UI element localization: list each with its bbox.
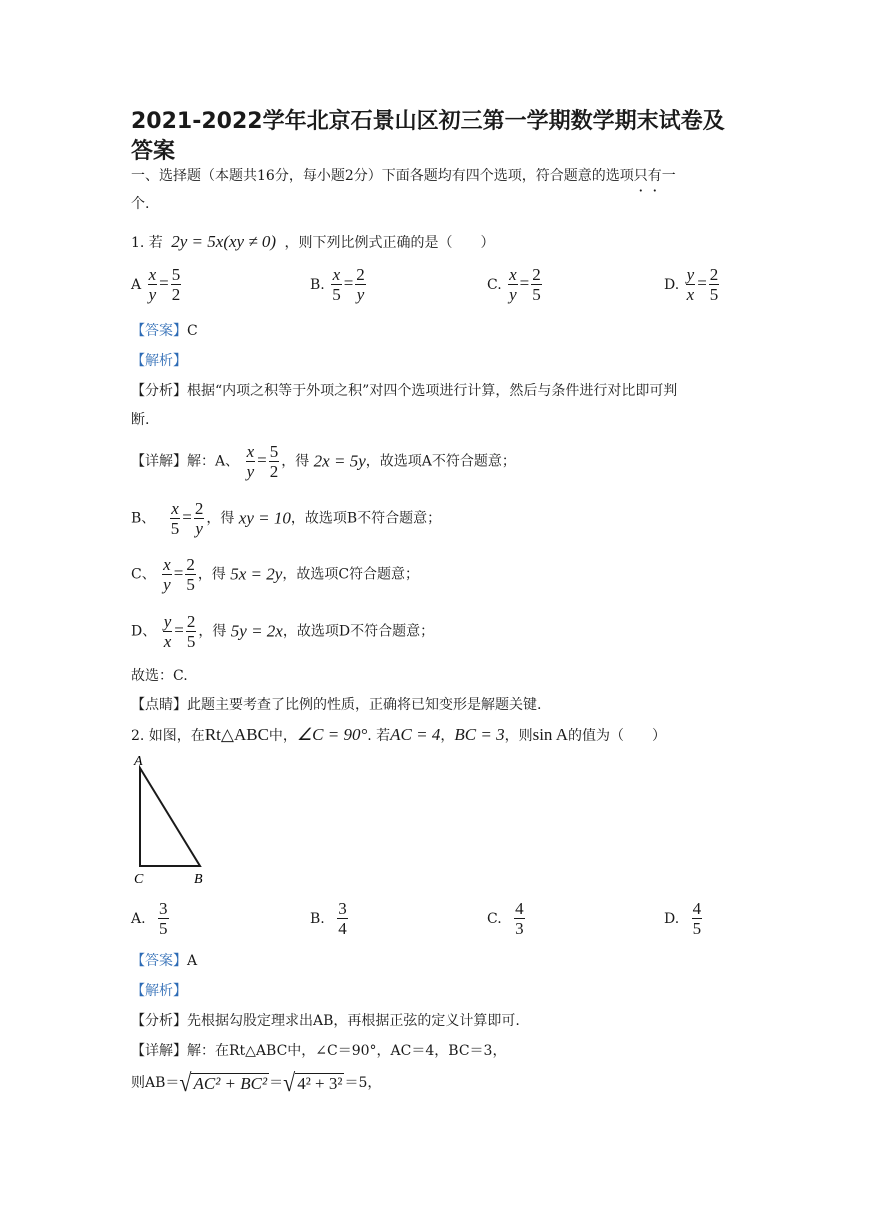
q1-choose: 故选：C.: [131, 668, 188, 684]
q2-option-c: C. $\frac{4}{3}$: [487, 899, 524, 938]
q1-option-a: A $\frac{x}{y}$ = $\frac{5}{2}$: [131, 265, 181, 304]
vertex-label-c: C: [134, 872, 144, 887]
q1-analysis-tag: 【解析】: [131, 353, 187, 369]
q2-detail-line1: 【详解】解：在Rt△ABC中，∠C＝90°，AC＝4，BC＝3，: [131, 1043, 507, 1059]
section-heading-line2: 个.: [131, 196, 150, 212]
section-heading-line1: 一、选择题（本题共16分，每小题2分）下面各题均有四个选项，符合题意的选项只有一: [131, 168, 676, 184]
q2-answer: 【答案】A: [131, 953, 198, 969]
q1-fenxi-line1: 【分析】根据“内项之积等于外项之积”对四个选项进行计算，然后与条件进行对比即可判: [131, 383, 678, 399]
q1-detail-b: B、 $\frac{x}{5}$ = $\frac{2}{y}$ ，得 xy = 10，故选项B不符合题意；: [131, 499, 442, 538]
q1-detail-d: D、 $\frac{y}{x}$ = $\frac{2}{5}$ ，得 5y = 2x，故选项D不符合题意；: [131, 612, 435, 651]
q2-option-b: B. $\frac{3}{4}$: [310, 899, 347, 938]
q2-fenxi: 【分析】先根据勾股定理求出AB，再根据正弦的定义计算即可.: [131, 1013, 520, 1029]
q1-option-b: B. $\frac{x}{5}$ = $\frac{2}{y}$: [310, 265, 365, 304]
q1-detail-a: 【详解】解：A、 $\frac{x}{y}$ = $\frac{5}{2}$ ，得 2x = 5y，故选项A不符合题意；: [131, 442, 516, 481]
q2-detail-line2: 则AB＝√ AC² + BC² ＝√ 4² + 3² ＝5，: [131, 1068, 382, 1097]
vertex-label-b: B: [194, 872, 203, 887]
q1-option-c: C. $\frac{x}{y}$ = $\frac{2}{5}$: [487, 265, 541, 304]
q1-fenxi-line2: 断.: [131, 412, 150, 428]
q1-detail-c: C、 $\frac{x}{y}$ = $\frac{2}{5}$ ，得 5x = 2y，故选项C符合题意；: [131, 555, 420, 594]
q2-analysis-tag: 【解析】: [131, 983, 187, 999]
q1-comment: 【点睛】此题主要考查了比例的性质，正确将已知变形是解题关键.: [131, 697, 542, 713]
doc-title-line2: 答案: [131, 139, 176, 164]
q1-answer: 【答案】C: [131, 323, 198, 339]
q2-option-d: D. $\frac{4}{5}$: [664, 899, 702, 938]
triangle-figure: [128, 752, 218, 888]
sqrt-ac-bc: AC² + BC²: [193, 1073, 268, 1093]
q1-condition: 2y = 5x(xy ≠ 0): [171, 232, 277, 251]
question-1-stem: 1. 若 2y = 5x(xy ≠ 0) ，则下列比例式正确的是（ ）: [131, 232, 495, 251]
q2-option-a: A. $\frac{3}{5}$: [131, 899, 168, 938]
question-2-stem: 2. 如图，在Rt△ABC中，∠C = 90°. 若AC = 4，BC = 3，则sin A的值为（ ）: [131, 725, 667, 744]
q1-option-d: D. $\frac{y}{x}$ = $\frac{2}{5}$: [664, 265, 719, 304]
sqrt-4-3: 4² + 3²: [297, 1073, 343, 1093]
vertex-label-a: A: [134, 754, 143, 769]
triangle-abc: [140, 768, 200, 866]
doc-title-line1: 2021-2022学年北京石景山区初三第一学期数学期末试卷及: [131, 109, 725, 134]
